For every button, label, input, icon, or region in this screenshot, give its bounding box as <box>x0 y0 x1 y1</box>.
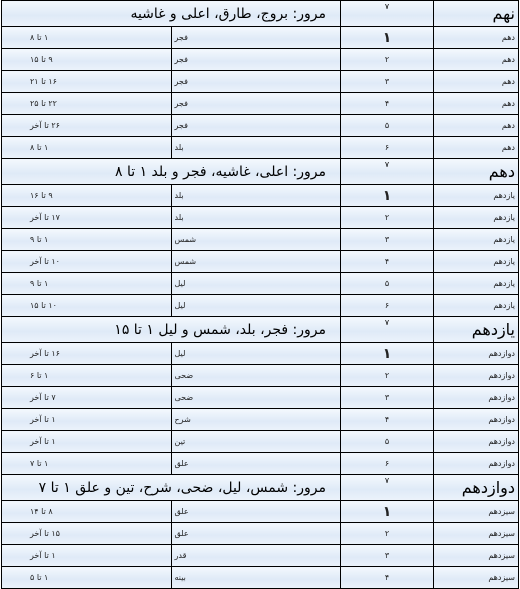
verse-range: ۱ تا ۵ <box>2 567 172 589</box>
session-number: ۴ <box>341 409 434 431</box>
session-number: ۴ <box>341 93 434 115</box>
sura-name: لیل <box>171 295 341 317</box>
session-number: ۵ <box>341 273 434 295</box>
lesson-row <box>2 93 519 115</box>
lesson-row <box>2 343 519 365</box>
lesson-row <box>2 273 519 295</box>
session-number: ۶ <box>341 295 434 317</box>
verse-range: ۷ تا آخر <box>2 387 172 409</box>
day-cell: دوازدهم <box>434 431 519 453</box>
day-cell: دوازدهم <box>434 387 519 409</box>
day-cell: دهم <box>434 115 519 137</box>
day-cell: دهم <box>434 159 519 185</box>
sura-name: علق <box>171 453 341 475</box>
session-number: ۲ <box>341 207 434 229</box>
verse-range: ۲۲ تا ۲۵ <box>2 93 172 115</box>
verse-range: ۱ تا ۹ <box>2 229 172 251</box>
session-number: ۲ <box>341 523 434 545</box>
sura-name: شمس <box>171 251 341 273</box>
session-number: ۳ <box>341 229 434 251</box>
lesson-row <box>2 49 519 71</box>
review-row <box>2 317 519 343</box>
verse-range: ۱۶ تا آخر <box>2 343 172 365</box>
verse-range: ۱ تا آخر <box>2 431 172 453</box>
day-cell: سیزدهم <box>434 567 519 589</box>
session-number: ۱ <box>341 27 434 49</box>
session-number: ۴ <box>341 251 434 273</box>
day-cell: یازدهم <box>434 295 519 317</box>
day-cell: نهم <box>434 1 519 27</box>
lesson-row <box>2 115 519 137</box>
verse-range: ۲۶ تا آخر <box>2 115 172 137</box>
lesson-row <box>2 229 519 251</box>
day-cell: دوازدهم <box>434 409 519 431</box>
lesson-row <box>2 501 519 523</box>
lesson-row <box>2 137 519 159</box>
day-cell: یازدهم <box>434 273 519 295</box>
day-cell: دوازدهم <box>434 453 519 475</box>
session-number: ۷ <box>341 475 434 501</box>
lesson-row <box>2 365 519 387</box>
session-number: ۱ <box>341 185 434 207</box>
schedule-table <box>1 0 519 589</box>
sura-name: لیل <box>171 343 341 365</box>
session-number: ۵ <box>341 115 434 137</box>
sura-name: علق <box>171 523 341 545</box>
sura-name: شمس <box>171 229 341 251</box>
verse-range: ۱ تا ۹ <box>2 273 172 295</box>
session-number: ۱ <box>341 501 434 523</box>
schedule-body <box>2 1 519 589</box>
sura-name: علق <box>171 501 341 523</box>
verse-range: ۱ تا ۷ <box>2 453 172 475</box>
verse-range: ۱ تا آخر <box>2 545 172 567</box>
verse-range: ۸ تا ۱۴ <box>2 501 172 523</box>
lesson-row <box>2 71 519 93</box>
day-cell: دوازدهم <box>434 365 519 387</box>
sura-name: تین <box>171 431 341 453</box>
session-number: ۱ <box>341 343 434 365</box>
day-cell: دهم <box>434 93 519 115</box>
lesson-row <box>2 523 519 545</box>
lesson-row <box>2 431 519 453</box>
day-cell: سیزدهم <box>434 501 519 523</box>
day-cell: یازدهم <box>434 185 519 207</box>
review-title: مرور: شمس، لیل، ضحی، شرح، تین و علق ۱ تا ۷ <box>2 475 341 501</box>
verse-range: ۱ تا ۸ <box>2 137 172 159</box>
day-cell: دهم <box>434 137 519 159</box>
session-number: ۲ <box>341 49 434 71</box>
session-number: ۳ <box>341 71 434 93</box>
sura-name: شرح <box>171 409 341 431</box>
verse-range: ۱۰ تا آخر <box>2 251 172 273</box>
lesson-row <box>2 453 519 475</box>
review-row <box>2 1 519 27</box>
lesson-row <box>2 27 519 49</box>
sura-name: فجر <box>171 115 341 137</box>
sura-name: لیل <box>171 273 341 295</box>
session-number: ۴ <box>341 567 434 589</box>
session-number: ۶ <box>341 453 434 475</box>
session-number: ۳ <box>341 545 434 567</box>
sura-name: بلد <box>171 185 341 207</box>
session-number: ۷ <box>341 317 434 343</box>
sura-name: فجر <box>171 71 341 93</box>
day-cell: یازدهم <box>434 317 519 343</box>
sura-name: قدر <box>171 545 341 567</box>
verse-range: ۱۵ تا آخر <box>2 523 172 545</box>
sura-name: فجر <box>171 49 341 71</box>
day-cell: دوازدهم <box>434 343 519 365</box>
verse-range: ۱۷ تا آخر <box>2 207 172 229</box>
review-title: مرور: فجر، بلد، شمس و لیل ۱ تا ۱۵ <box>2 317 341 343</box>
lesson-row <box>2 207 519 229</box>
sura-name: بینه <box>171 567 341 589</box>
lesson-row <box>2 251 519 273</box>
verse-range: ۱۶ تا ۲۱ <box>2 71 172 93</box>
sura-name: بلد <box>171 207 341 229</box>
review-row <box>2 159 519 185</box>
day-cell: دهم <box>434 27 519 49</box>
day-cell: یازدهم <box>434 207 519 229</box>
day-cell: دهم <box>434 49 519 71</box>
session-number: ۷ <box>341 1 434 27</box>
day-cell: سیزدهم <box>434 545 519 567</box>
day-cell: دهم <box>434 71 519 93</box>
day-cell: دوازدهم <box>434 475 519 501</box>
sura-name: بلد <box>171 137 341 159</box>
verse-range: ۱ تا آخر <box>2 409 172 431</box>
verse-range: ۱۰ تا ۱۵ <box>2 295 172 317</box>
day-cell: یازدهم <box>434 229 519 251</box>
session-number: ۶ <box>341 137 434 159</box>
lesson-row <box>2 409 519 431</box>
day-cell: یازدهم <box>434 251 519 273</box>
session-number: ۳ <box>341 387 434 409</box>
review-row <box>2 475 519 501</box>
verse-range: ۹ تا ۱۶ <box>2 185 172 207</box>
verse-range: ۱ تا ۸ <box>2 27 172 49</box>
lesson-row <box>2 545 519 567</box>
session-number: ۵ <box>341 431 434 453</box>
day-cell: سیزدهم <box>434 523 519 545</box>
lesson-row <box>2 185 519 207</box>
verse-range: ۹ تا ۱۵ <box>2 49 172 71</box>
review-title: مرور: اعلی، غاشیه، فجر و بلد ۱ تا ۸ <box>2 159 341 185</box>
lesson-row <box>2 295 519 317</box>
review-title: مرور: بروج، طارق، اعلی و غاشیه <box>2 1 341 27</box>
sura-name: ضحی <box>171 365 341 387</box>
session-number: ۷ <box>341 159 434 185</box>
session-number: ۲ <box>341 365 434 387</box>
verse-range: ۱ تا ۶ <box>2 365 172 387</box>
sura-name: فجر <box>171 93 341 115</box>
lesson-row <box>2 567 519 589</box>
lesson-row <box>2 387 519 409</box>
sura-name: فجر <box>171 27 341 49</box>
sura-name: ضحی <box>171 387 341 409</box>
